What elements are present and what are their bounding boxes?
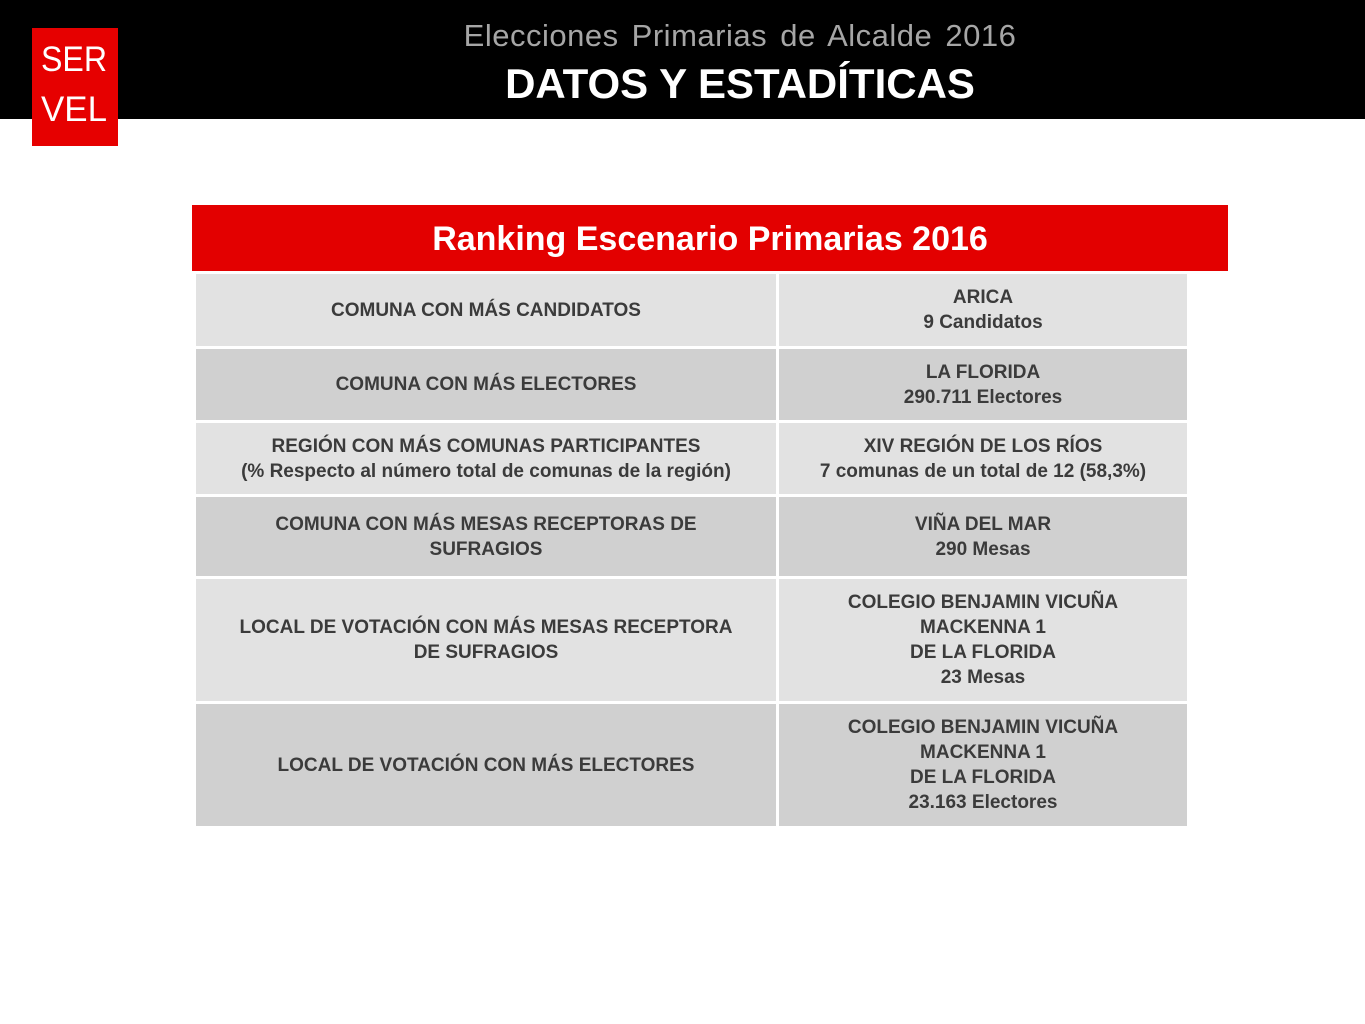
row-value-line: 9 Candidatos [923,312,1043,333]
row-value [779,497,1187,576]
row-label-line: LOCAL DE VOTACIÓN CON MÁS ELECTORES [277,754,695,776]
row-value-line: VIÑA DEL MAR [914,513,1052,535]
header-bar [0,0,1365,119]
row-value [779,579,1187,701]
row-value-line: COLEGIO BENJAMIN VICUÑA [847,717,1119,738]
page-title: DATOS Y ESTADÍTICAS [505,60,975,107]
row-value-line: 23 Mesas [940,667,1026,688]
row-value-line: DE LA FLORIDA [909,767,1056,788]
row-label-line: SUFRAGIOS [429,538,543,560]
logo-text-bottom: VEL [41,90,107,129]
page-subtitle: Elecciones Primarias de Alcalde 2016 [463,18,1017,53]
row-value-line: DE LA FLORIDA [909,642,1056,663]
table-row [196,579,1187,701]
row-label-line: COMUNA CON MÁS MESAS RECEPTORAS DE [275,513,697,535]
ranking-title: Ranking Escenario Primarias 2016 [192,205,1228,271]
row-value-line: 290 Mesas [935,538,1031,560]
row-value-line: 290.711 Electores [903,386,1063,408]
row-value-line: 7 comunas de un total de 12 (58,3%) [819,460,1147,482]
row-value-line: COLEGIO BENJAMIN VICUÑA [847,592,1119,613]
row-label [196,274,776,346]
row-value-line: LA FLORIDA [925,361,1041,383]
row-label-line: DE SUFRAGIOS [413,642,559,663]
row-value [779,423,1187,494]
table-row [196,497,1187,576]
table-row [196,704,1187,826]
row-label [196,423,776,494]
row-value [779,349,1187,420]
row-value [779,704,1187,826]
row-value-line: ARICA [952,287,1014,308]
servel-logo [32,28,118,146]
table-row [196,274,1187,346]
row-value-line: MACKENNA 1 [920,742,1046,763]
row-label [196,704,776,826]
row-label [196,579,776,701]
row-label [196,497,776,576]
ranking-table [193,271,1190,829]
row-label-line: (% Respecto al número total de comunas de la región) [241,460,731,482]
table-row [196,423,1187,494]
logo-text-top: SER [41,40,107,79]
table-row [196,349,1187,420]
row-value-line: MACKENNA 1 [920,617,1046,638]
row-label-line: COMUNA CON MÁS ELECTORES [335,374,637,395]
row-label-line: COMUNA CON MÁS CANDIDATOS [331,299,641,321]
row-label-line: REGIÓN CON MÁS COMUNAS PARTICIPANTES [271,435,701,457]
row-value-line: XIV REGIÓN DE LOS RÍOS [863,435,1103,457]
row-value-line: 23.163 Electores [908,792,1058,813]
row-label-line: LOCAL DE VOTACIÓN CON MÁS MESAS RECEPTORA [239,617,733,638]
row-value [779,274,1187,346]
row-label [196,349,776,420]
